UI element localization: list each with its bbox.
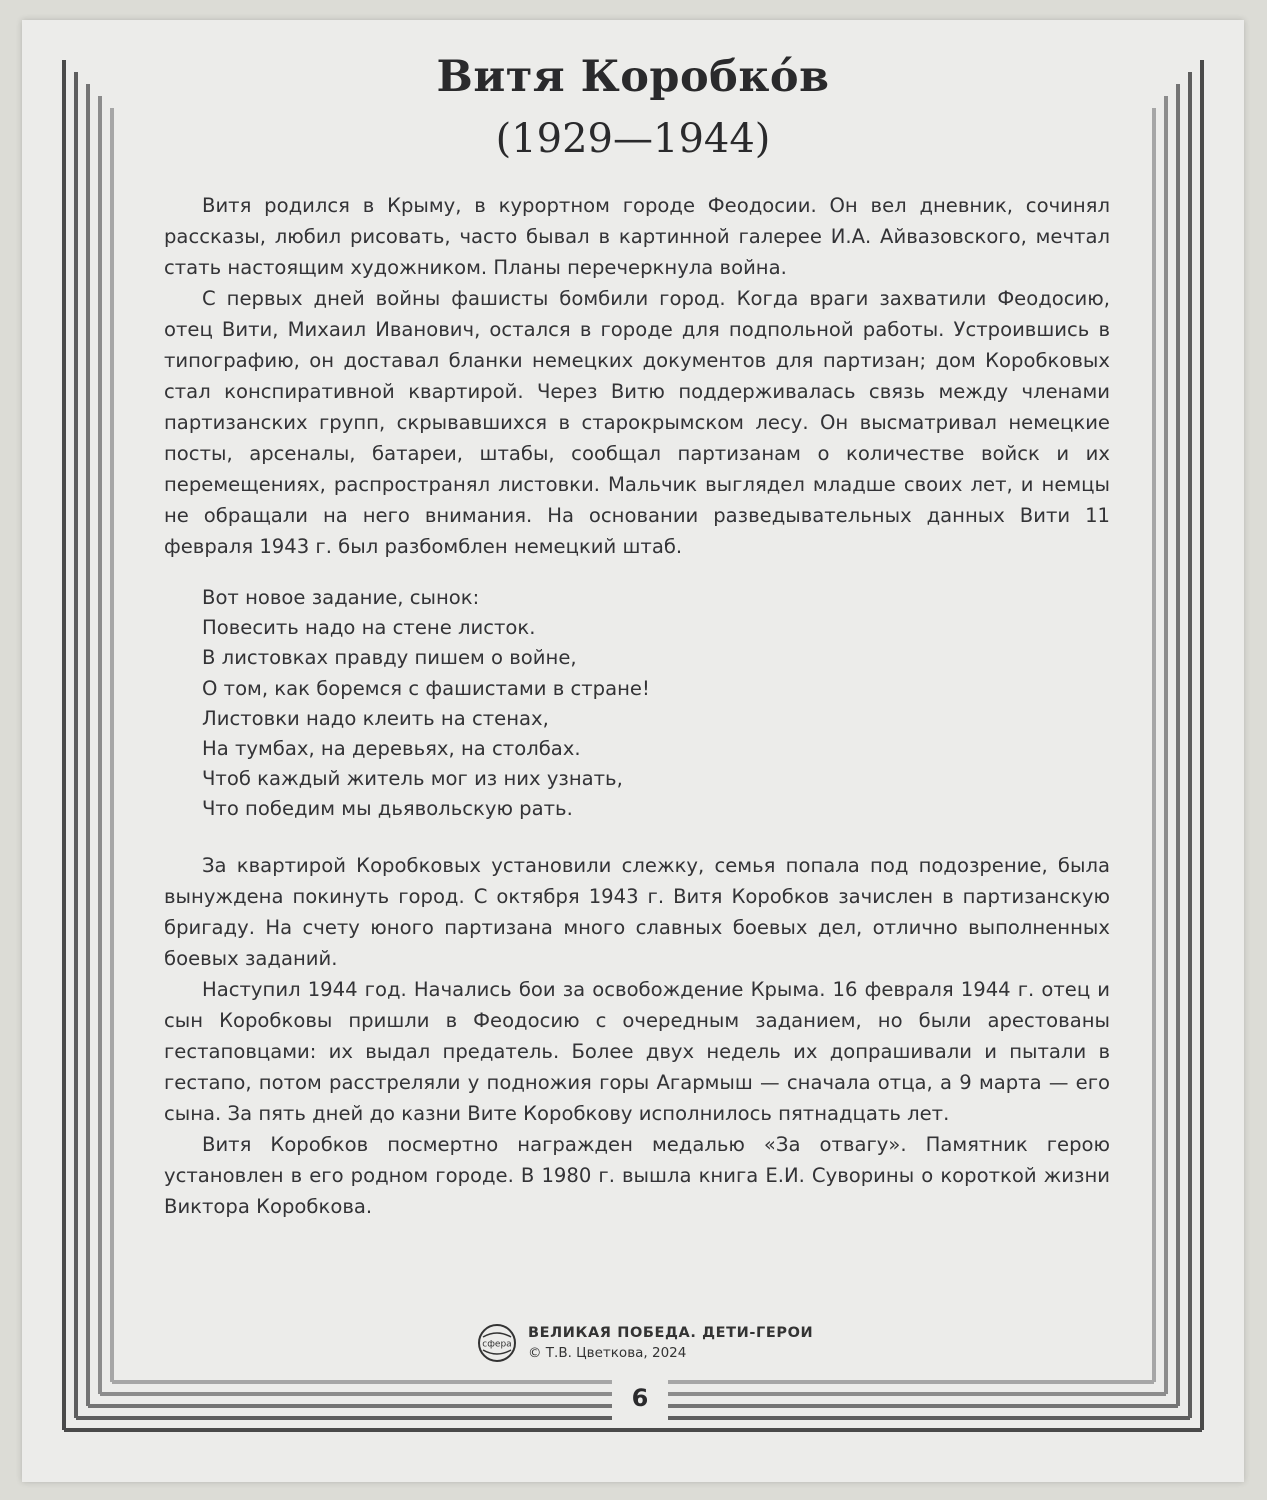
poem-line: Вот новое задание, сынок: [202, 586, 480, 609]
page-number: 6 [612, 1370, 668, 1426]
poem-line: На тумбах, на деревьях, на столбах. [202, 737, 581, 761]
series-title: ВЕЛИКАЯ ПОБЕДА. ДЕТИ-ГЕРОИ [528, 1325, 814, 1341]
poem-line: Повесить надо на стене листок. [202, 616, 536, 640]
poem-line: О том, как боремся с фашистами в стране! [202, 676, 650, 700]
paragraph: С первых дней войны фашисты бомбили город. Когда враги захватили Феодосию, отец Вити, Михаил Иванович, остался в городе для подпольной работы. Устроившись в типографию, он доставал бланки немецких документов для партизан; дом Коробковых стал конспиративной квартирой. Через Витю поддерживалась связь между членами партизанских групп, скрывавшихся в старокрымском лесу. Он высматривал немецкие посты, арсеналы, батареи, штабы, сообщал партизанам о количестве войск и их перемещениях, распространял листовки. Мальчик выглядел младше своих лет, и немцы не обращали на него внимания. На основании разведывательных данных Вити 11 февраля 1943 г. был разбомблен немецкий штаб. [164, 287, 1110, 558]
paragraph: Витя Коробков посмертно награжден медалью «За отвагу». Памятник герою установлен в его родном городе. В 1980 г. вышла книга Е.И. Суворины о короткой жизни Виктора Коробкова. [164, 1133, 1110, 1218]
publisher-logo-text: сфера [482, 1339, 512, 1350]
page-card [22, 20, 1244, 1482]
text-block-bottom [164, 850, 1110, 1222]
paragraph: Витя родился в Крыму, в курортном городе Феодосии. Он вел дневник, сочинял рассказы, любил рисовать, часто бывал в картинной галерее И.А. Айвазовского, мечтал стать настоящим художником. Планы перечеркнула война. [164, 194, 1110, 279]
text-block-top [164, 190, 1110, 562]
poem-line: Листовки надо клеить на стенах, [202, 706, 549, 730]
paragraph: За квартирой Коробковых установили слежку, семья попала под подозрение, была вынуждена покинуть город. С октября 1943 г. Витя Коробков зачислен в партизанскую бригаду. На счету юного партизана много славных боевых дел, отлично выполненных боевых заданий. [164, 854, 1110, 970]
page-title: Витя Коробко́в [436, 52, 830, 102]
paragraph: Наступил 1944 год. Начались бои за освобождение Крыма. 16 февраля 1944 г. отец и сын Коробковы пришли в Феодосию с очередным заданием, но были арестованы гестаповцами: их выдал предатель. Более двух недель их допрашивали и пытали в гестапо, потом расстреляли у подножия горы Агармыш — сначала отца, а 9 марта — его сына. За пять дней до казни Вите Коробкову исполнилось пятнадцать лет. [164, 978, 1110, 1125]
life-years: (1929—1944) [495, 116, 771, 162]
poem-line: В листовках правду пишем о войне, [202, 646, 577, 670]
publisher-logo-icon [477, 1323, 517, 1363]
poem-line: Что победим мы дьявольскую рать. [202, 797, 573, 821]
poem-line: Чтоб каждый житель мог из них узнать, [202, 767, 623, 791]
poem [202, 583, 902, 825]
copyright: © Т.В. Цветкова, 2024 [528, 1345, 687, 1361]
